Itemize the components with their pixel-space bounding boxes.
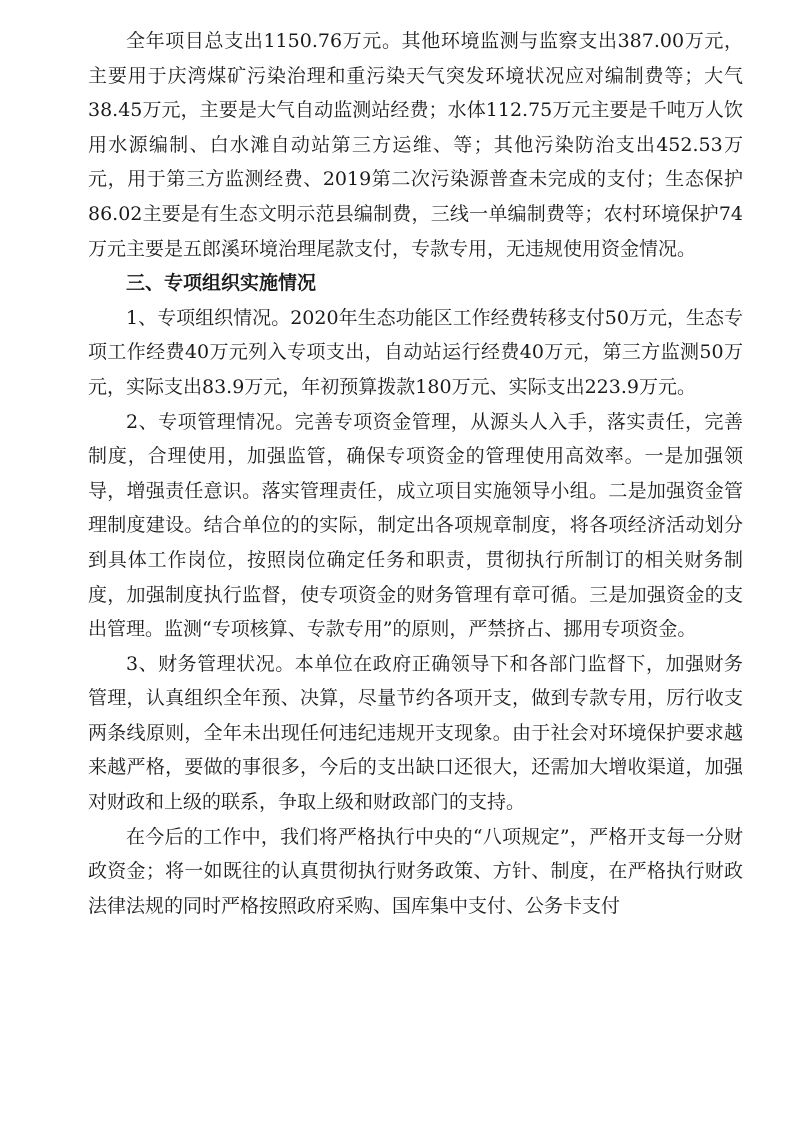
paragraph-project-management: 2、专项管理情况。完善专项资金管理，从源头人入手，落实责任，完善制度，合理使用，加强监管，确保专项资金的管理使用高效率。一是加强领导，增强责任意识。落实管理责任，成立项目实施领导小组。二是加强资金管理制度建设。结合单位的的实际，制定出各项规章制度，将各项经济活动划分到具体工作岗位，按照岗位确定任务和职责，贯彻执行所制订的相关财务制度，加强制度执行监督，使专项资金的财务管理有章可循。三是加强资金的支出管理。监测“专项核算、专款专用”的原则，严禁挤占、挪用专项资金。 bbox=[88, 410, 743, 641]
paragraph-future-work: 在今后的工作中，我们将严格执行中央的“八项规定”，严格开支每一分财政资金；将一如既往的认真贯彻执行财务政策、方针、制度，在严格执行财政法律法规的同时严格按照政府采购、国库集中支付、公务卡支付 bbox=[88, 825, 743, 917]
document-body bbox=[88, 24, 743, 923]
paragraph-financial-management: 3、财务管理状况。本单位在政府正确领导下和各部门监督下，加强财务管理，认真组织全年预、决算，尽量节约各项开支，做到专款专用，厉行收支两条线原则，全年未出现任何违纪违规开支现象。由于社会对环境保护要求越来越严格，要做的事很多，今后的支出缺口还很大，还需加大增收渠道，加强对财政和上级的联系，争取上级和财政部门的支持。 bbox=[88, 652, 743, 814]
paragraph-project-organization: 1、专项组织情况。2020年生态功能区工作经费转移支付50万元，生态专项工作经费40万元列入专项支出，自动站运行经费40万元，第三方监测50万元，实际支出83.9万元，年初预算拨款180万元、实际支出223.9万元。 bbox=[88, 306, 743, 398]
section-heading: 三、专项组织实施情况 bbox=[126, 272, 317, 295]
paragraph-expenditure-summary: 全年项目总支出1150.76万元。其他环境监测与监察支出387.00万元，主要用于庆湾煤矿污染治理和重污染天气突发环境状况应对编制费等；大气38.45万元，主要是大气自动监测站经费；水体112.75万元主要是千吨万人饮用水源编制、白水滩自动站第三方运维、等；其他污染防治支出452.53万元，用于第三方监测经费、2019第二次污染源普查未完成的支付；生态保护86.02主要是有生态文明示范县编制费，三线一单编制费等；农村环境保护74万元主要是五郎溪环境治理尾款支付，专款专用，无违规使用资金情况。 bbox=[88, 30, 743, 260]
